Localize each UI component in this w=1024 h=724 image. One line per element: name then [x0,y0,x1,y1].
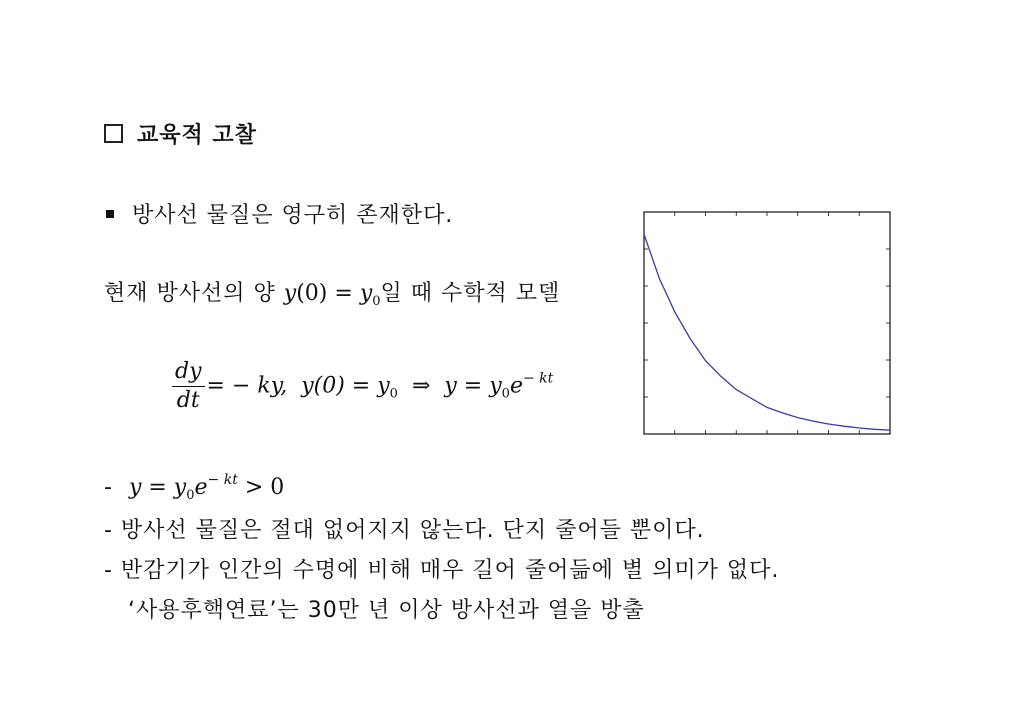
positivity-math [128,472,285,503]
positivity-line [104,472,284,503]
checkbox-square-icon [104,124,123,143]
paren-close: ) [318,281,328,306]
bullet-text: 방사선 물질은 영구히 존재한다. [132,203,454,228]
solution-e: e [509,373,523,399]
solution-exponent: − kt [522,370,554,387]
decay-curve-line [644,234,890,430]
solution-lhs: y = y [444,373,502,399]
var-y: y [283,281,297,306]
condition-subscript: 0 [389,386,398,402]
heading-text: 교육적 고찰 [137,123,257,148]
spent-fuel-line: ‘사용후핵연료’는 30만 년 이상 방사선과 열을 방출 [128,598,645,623]
bullet-statement [106,198,453,229]
fraction-numerator: dy [172,358,205,387]
paren-open: ( [296,281,305,306]
l1-math: y = y [128,475,187,500]
l1-subscript: 0 [186,488,195,503]
implies-arrow-icon: ⇒ [411,373,431,399]
fraction-denominator: dt [176,388,200,413]
half-life-line: - 반감기가 인간의 수명에 비해 매우 길어 줄어듦에 별 의미가 없다. [104,558,780,583]
initial-condition-math [283,281,381,309]
section-heading [104,118,257,149]
l1-exponent: − kt [207,472,238,488]
model-prefix: 현재 방사선의 양 [104,281,276,306]
solution-subscript: 0 [501,386,510,402]
never-disappears-line: - 방사선 물질은 절대 없어지지 않는다. 단지 줄어들 뿐이다. [104,518,705,543]
subscript-zero: 0 [372,294,381,309]
zero: 0 [304,281,319,306]
l1-tail: > 0 [237,475,285,500]
equation-condition: y(0) = y [301,373,390,399]
differential-equation [172,358,553,415]
model-suffix: 일 때 수학적 모델 [380,281,561,306]
square-bullet-icon [106,210,114,218]
derivative-fraction [172,358,205,415]
var-y0: y [359,281,373,306]
l1-e: e [194,475,208,500]
equals: = [327,281,360,306]
model-intro-line [104,276,560,309]
dash-marker: - [104,475,113,500]
decay-chart [640,208,894,442]
equation-rhs: = − ky, [206,373,288,399]
